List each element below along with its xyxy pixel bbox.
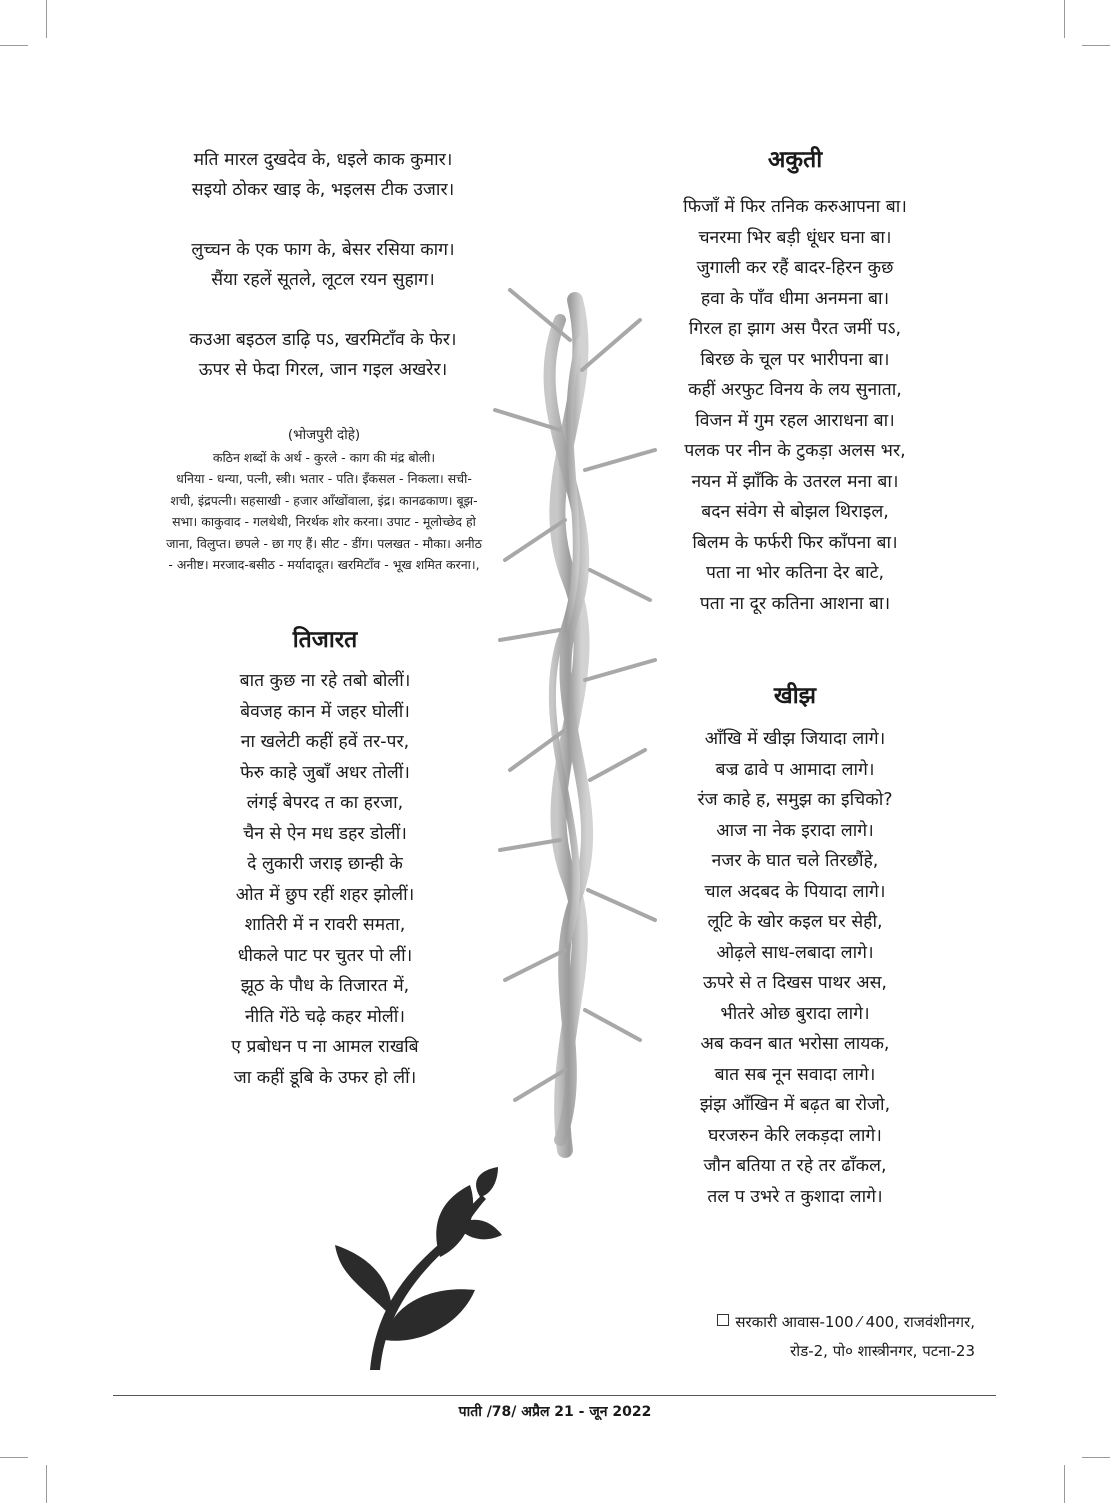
verse-line: ओढ़ले साध-लबादा लागे। <box>716 942 874 963</box>
poem-tijarat <box>170 622 480 1093</box>
verse-line: घरजरुन केरि लकड़दा लागे। <box>708 1125 882 1146</box>
verse-line: ए प्रबोधन प ना आमल राखबि <box>231 1037 419 1057</box>
notes-line: जाना, विलुप्त। छपले - छा गए हैं। सीट - डींग। पलखत - मौका। अनीठ <box>166 535 482 551</box>
glossary-notes <box>110 425 538 576</box>
verse-line: पता ना भोर कतिना देर बाटे, <box>705 563 885 583</box>
verse-line: पलक पर नीन के टुकड़ा अलस भर, <box>684 441 906 461</box>
verse-line: ऊपरे से त दिखस पाथर अस, <box>703 973 887 993</box>
poem-kheejh <box>640 678 950 1212</box>
checkbox-bullet-icon <box>717 1314 729 1326</box>
notes-line: शची, इंद्रपत्नी। सहसाखी - हजार आँखोंवाला, इंद्र। कानढकाण। बूझ- <box>170 492 478 508</box>
verse-line: सइयो ठोकर खाइ के, भइलस टीक उजार। <box>191 180 455 200</box>
verse-line: हवा के पाँव धीमा अनमना बा। <box>700 288 890 309</box>
verse-line: लूटि के खोर कइल घर सेही, <box>707 912 883 932</box>
doha-stanza <box>113 325 533 385</box>
crop-mark <box>0 45 28 46</box>
verse-line: चाल अदबद के पियादा लागे। <box>704 881 886 902</box>
verse-line: बज्र ढावे प आमादा लागे। <box>715 759 875 780</box>
poem-title: खीझ <box>773 683 817 709</box>
verse-line: बात सब नून सवादा लागे। <box>714 1064 876 1085</box>
footer-divider <box>113 1395 996 1396</box>
verse-line: भीतरे ओछ बुरादा लागे। <box>720 1003 870 1024</box>
verse-line: झूठ के पौध के तिजारत में, <box>240 976 410 996</box>
plant-illustration <box>330 1165 505 1375</box>
poem-title: अकुती <box>767 147 823 173</box>
verse-line: चनरमा भिर बड़ी धूंधर घना बा। <box>698 227 892 248</box>
verse-line: धीकले पाट पर चुतर पो लीं। <box>237 945 413 966</box>
verse-line: चैन से ऐन मध डहर डोलीं। <box>243 823 407 844</box>
notes-line: - अनीष्ट। मरजाद-बसीठ - मर्यादादूत। खरमिटाँव - भूख शमित करना।, <box>168 557 480 572</box>
crop-mark <box>1082 45 1110 46</box>
poem-title: तिजारत <box>292 627 358 653</box>
doha-stanza <box>113 235 533 295</box>
notes-line: सभा। काकुवाद - गलथेथी, निरर्थक शोर करना। उपाट - मूलोच्छेद हो <box>172 514 476 529</box>
notes-line: धनिया - धन्या, पत्नी, स्त्री। भतार - पति। इँकसल - निकला। सची- <box>176 471 472 486</box>
verse-line: नीति गेंठे चढ़े कहर मोलीं। <box>245 1006 405 1027</box>
crop-mark <box>1082 1457 1110 1458</box>
crop-mark <box>0 1457 28 1458</box>
verse-line: बिलम के फर्फरी फिर काँपना बा। <box>692 532 898 553</box>
verse-line: झंझ आँखिन में बढ़त बा रोजो, <box>699 1095 891 1115</box>
doha-stanza <box>113 145 533 205</box>
verse-line: आज ना नेक इरादा लागे। <box>716 820 874 841</box>
verse-line: नजर के घात चले तिरछौंहे, <box>711 851 879 871</box>
crop-mark <box>1064 1465 1065 1503</box>
verse-line: रंज काहे ह, समुझ का इचिको? <box>697 790 893 810</box>
verse-line: फेरु काहे जुबाँ अधर तोलीं। <box>240 762 410 783</box>
verse-line: कहीं अरफुट विनय के लय सुनाता, <box>688 380 902 400</box>
dohe-section <box>113 145 533 415</box>
verse-line: बिरछ के चूल पर भारीपना बा। <box>700 349 890 370</box>
verse-line: ऊपर से फेदा गिरल, जान गइल अखरेर। <box>198 360 448 380</box>
verse-line: कउआ बइठल डाढ़ि पऽ, खरमिटाँव के फेर। <box>189 330 457 350</box>
verse-line: विजन में गुम रहल आराधना बा। <box>695 410 895 431</box>
verse-line: पता ना दूर कतिना आशना बा। <box>699 593 891 614</box>
notes-line: कठिन शब्दों के अर्थ - कुरले - काग की मंद्र बोली। <box>212 449 436 465</box>
verse-line: फिजाँ में फिर तनिक करुआपना बा। <box>683 197 907 217</box>
verse-line: लुच्चन के एक फाग के, बेसर रसिया काग। <box>191 240 455 260</box>
verse-line: आँखि में खीझ जियादा लागे। <box>704 729 886 749</box>
address-line-2: रोड-2, पो० शास्त्रीनगर, पटना-23 <box>790 1342 975 1360</box>
verse-line: तल प उभरे त कुशादा लागे। <box>707 1186 883 1207</box>
verse-line: सैंया रहलें सूतले, लूटल रयन सुहाग। <box>211 270 435 290</box>
page-footer: पाती /78/ अप्रैल 21 - जून 2022 <box>458 1404 652 1420</box>
verse-line: दे लुकारी जराइ छान्ही के <box>247 854 403 874</box>
verse-line: जा कहीं डूबि के उफर हो लीं। <box>233 1067 417 1088</box>
verse-line: बात कुछ ना रहे तबो बोलीं। <box>239 671 411 691</box>
verse-line: नयन में झाँकि के उतरल मना बा। <box>691 471 899 492</box>
verse-line: शातिरी में न रावरी समता, <box>244 915 406 935</box>
crop-mark <box>46 0 47 38</box>
crop-mark <box>1064 0 1065 38</box>
verse-line: जौन बतिया त रहे तर ढाँकल, <box>703 1156 887 1176</box>
address-line <box>717 1308 975 1337</box>
verse-line: मति मारल दुखदेव के, धइले काक कुमार। <box>193 150 453 170</box>
address-line-1: सरकारी आवास-100 ⁄ 400, राजवंशीनगर, <box>735 1313 975 1331</box>
verse-line: लंगई बेपरद त का हरजा, <box>246 793 404 813</box>
verse-line: बेवजह कान में जहर घोलीं। <box>240 701 410 722</box>
verse-line: गिरल हा झाग अस पैरत जमीं पऽ, <box>688 319 902 339</box>
poem-akuti <box>625 142 965 619</box>
verse-line: जुगाली कर रहैं बादर-हिरन कुछ <box>696 258 894 278</box>
verse-line: अब कवन बात भरोसा लायक, <box>700 1034 890 1054</box>
notes-label: (भोजपुरी दोहे) <box>287 427 361 443</box>
verse-line: बदन संवेग से बोझल थिराइल, <box>701 502 889 522</box>
crop-mark <box>46 1465 47 1503</box>
verse-line: ना खलेटी कहीं हवें तर-पर, <box>240 732 410 752</box>
author-address <box>717 1308 975 1366</box>
verse-line: ओत में छुप रहीं शहर झोलीं। <box>235 884 415 905</box>
